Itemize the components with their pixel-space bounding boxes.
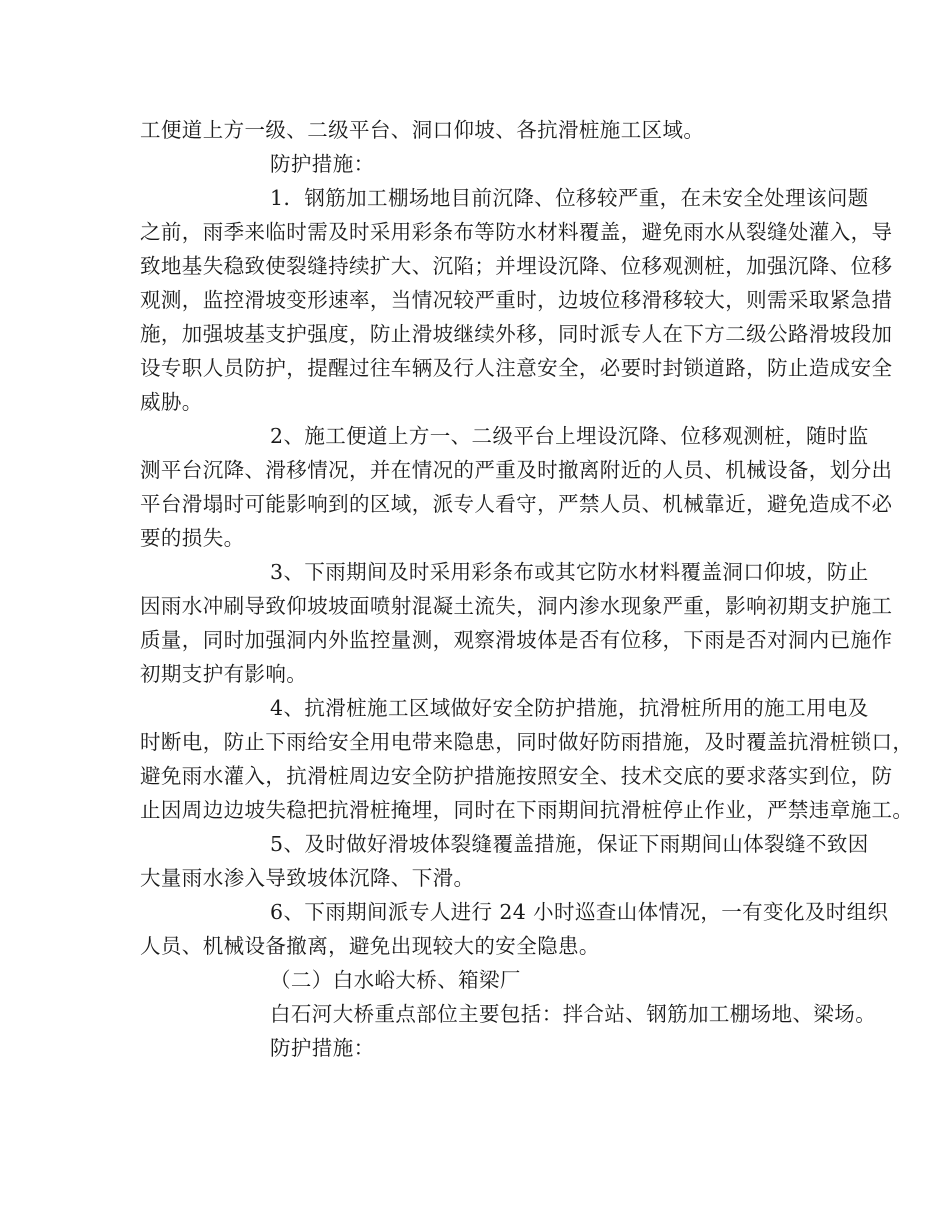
section-heading: 防护措施： <box>270 1036 375 1060</box>
text-line: 威胁。 <box>140 390 203 414</box>
section-heading: （二）白水峪大桥、箱梁厂 <box>270 968 521 992</box>
text-line: 3、下雨期间及时采用彩条布或其它防水材料覆盖洞口仰坡，防止 <box>270 560 869 584</box>
text-line: 白石河大桥重点部位主要包括：拌合站、钢筋加工棚场地、梁场。 <box>270 1002 877 1026</box>
section-heading: 防护措施： <box>270 152 375 176</box>
text-line: 初期支护有影响。 <box>140 662 308 686</box>
text-line: 止因周边边坡失稳把抗滑桩掩埋，同时在下雨期间抗滑桩停止作业，严禁违章施工。 <box>140 798 914 822</box>
text-line: 大量雨水渗入导致坡体沉降、下滑。 <box>140 866 475 890</box>
text-line: 工便道上方一级、二级平台、洞口仰坡、各抗滑桩施工区域。 <box>140 118 705 142</box>
text-line: 观测，监控滑坡变形速率，当情况较严重时，边坡位移滑移较大，则需采取紧急措 <box>140 288 893 312</box>
text-line: 平台滑塌时可能影响到的区域，派专人看守，严禁人员、机械靠近，避免造成不必 <box>140 492 893 516</box>
text-line: 致地基失稳致使裂缝持续扩大、沉陷；并埋设沉降、位移观测桩，加强沉降、位移 <box>140 254 893 278</box>
text-line: 6、下雨期间派专人进行 24 小时巡查山体情况，一有变化及时组织 <box>270 900 889 924</box>
text-line: 因雨水冲刷导致仰坡坡面喷射混凝土流失，洞内渗水现象严重，影响初期支护施工 <box>140 594 893 618</box>
text-line: 2、施工便道上方一、二级平台上埋设沉降、位移观测桩，随时监 <box>270 424 869 448</box>
text-line: 施，加强坡基支护强度，防止滑坡继续外移，同时派专人在下方二级公路滑坡段加 <box>140 322 893 346</box>
text-line: 设专职人员防护，提醒过往车辆及行人注意安全，必要时封锁道路，防止造成安全 <box>140 356 893 380</box>
text-line: 要的损失。 <box>140 526 245 550</box>
text-line: 之前，雨季来临时需及时采用彩条布等防水材料覆盖，避免雨水从裂缝处灌入，导 <box>140 220 893 244</box>
text-line: 测平台沉降、滑移情况，并在情况的严重及时撤离附近的人员、机械设备，划分出 <box>140 458 893 482</box>
text-line: 4、抗滑桩施工区域做好安全防护措施，抗滑桩所用的施工用电及 <box>270 696 869 720</box>
text-line: 质量，同时加强洞内外监控量测，观察滑坡体是否有位移，下雨是否对洞内已施作 <box>140 628 893 652</box>
text-line: 时断电，防止下雨给安全用电带来隐患，同时做好防雨措施，及时覆盖抗滑桩锁口， <box>140 730 914 754</box>
text-line: 5、及时做好滑坡体裂缝覆盖措施，保证下雨期间山体裂缝不致因 <box>270 832 869 856</box>
text-line: 避免雨水灌入，抗滑桩周边安全防护措施按照安全、技术交底的要求落实到位，防 <box>140 764 893 788</box>
text-line: 1．钢筋加工棚场地目前沉降、位移较严重，在未安全处理该问题 <box>270 186 869 210</box>
text-line: 人员、机械设备撤离，避免出现较大的安全隐患。 <box>140 934 600 958</box>
